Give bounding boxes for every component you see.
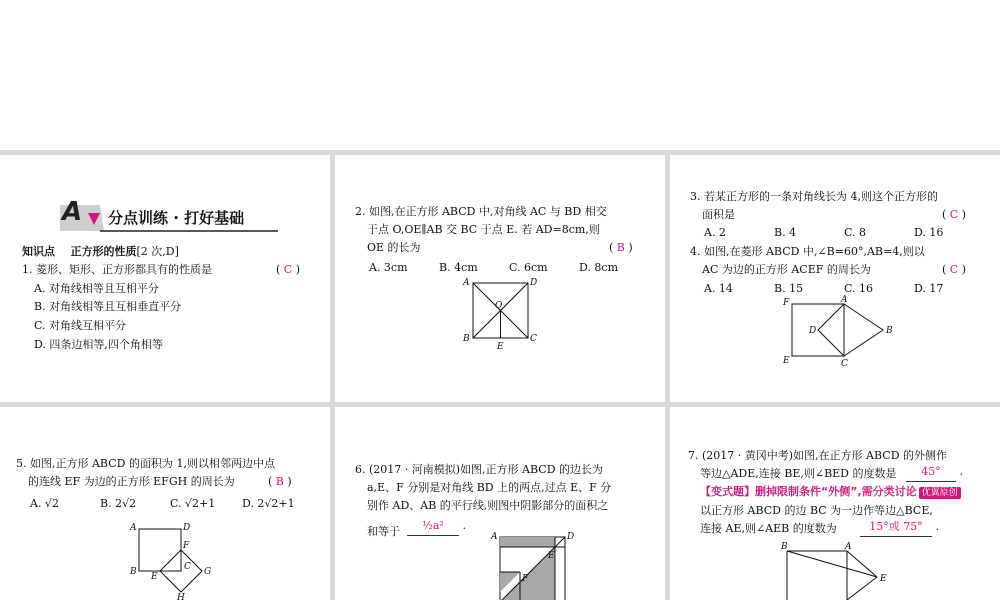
q1-option-b: B. 对角线相等且互相垂直平分 (34, 300, 182, 313)
q4-label-c: C (841, 359, 848, 369)
q2-figure (460, 277, 550, 352)
q4-answer: C (949, 263, 959, 276)
q4-label-e: E (783, 356, 790, 366)
q2-label-a: A (463, 278, 470, 288)
q2-label-b: B (463, 334, 470, 344)
q5-line-1: 5. 如图,正方形 ABCD 的面积为 1,则以相邻两边中点 (16, 457, 275, 470)
q6-line-1: 6. (2017 · 河南模拟)如图,正方形 ABCD 的边长为 (355, 463, 604, 476)
q5-answer: B (275, 475, 284, 488)
q7-figure (775, 539, 895, 600)
q2-line-1: 2. 如图,在正方形 ABCD 中,对角线 AC 与 BD 相交 (355, 205, 607, 218)
q7-answer: 45° (906, 463, 956, 482)
q6-label-e: E (548, 551, 555, 561)
section-letter: A (62, 197, 83, 227)
panel-q2 (335, 155, 665, 402)
q4-label-b: B (886, 326, 893, 336)
q5-label-b: B (130, 567, 137, 577)
knowledge-point-label: 知识点 (22, 245, 55, 258)
q4-option-d: D. 17 (914, 282, 944, 295)
q7-line-2: 等边△ADE,连接 BE,则∠BED 的度数是 (700, 467, 897, 480)
q5-label-e: E (151, 572, 158, 582)
q4-option-b: B. 15 (774, 282, 804, 295)
knowledge-point (22, 243, 179, 261)
q7-variant-line-2: 连接 AE,则∠AEB 的度数为 (700, 522, 837, 535)
q4-option-c: C. 16 (844, 282, 874, 295)
panel-q5 (0, 407, 330, 600)
q7-label-e: E (880, 574, 887, 584)
q1-stem: 1. 菱形、矩形、正方形都具有的性质是 (22, 263, 212, 276)
q4-answer-bracket: ( C ) (942, 263, 967, 276)
q2-line-2: 于点 O,OE∥AB 交 BC 于点 E. 若 AD=8cm,则 (367, 223, 600, 236)
q5-option-a: A. √2 (30, 497, 59, 510)
knowledge-point-name: 正方形的性质 (70, 245, 137, 258)
q7-variant-tag: 优翼原创 (919, 487, 961, 499)
q3-answer: C (949, 208, 959, 221)
q6-label-d: D (567, 532, 575, 542)
q7-variant (700, 483, 961, 501)
top-blank-area (0, 0, 1000, 150)
q6-figure (490, 529, 580, 600)
q6-answer-blank: ½a² . (407, 517, 466, 536)
q3-option-b: B. 4 (774, 226, 797, 239)
q7-variant-answer-blank: 15°或 75° . (860, 518, 939, 537)
q4-label-d: D (809, 326, 817, 336)
panel-q3-q4 (670, 155, 1000, 402)
q7-label-b: B (781, 542, 788, 552)
q2-answer-bracket: ( B ) (609, 241, 633, 254)
q3-answer-bracket: ( C ) (942, 208, 967, 221)
q4-label-f: F (783, 298, 790, 308)
panel-q6 (335, 407, 665, 600)
q4-option-a: A. 14 (704, 282, 733, 295)
q5-option-c: C. √2+1 (170, 497, 216, 510)
q2-option-a: A. 3cm (369, 261, 408, 274)
q5-label-a: A (130, 523, 137, 533)
q3-line-2: 面积是 (702, 208, 735, 221)
q4-line-2: AC 为边的正方形 ACEF 的周长为 (702, 263, 871, 276)
q6-label-f: F (522, 574, 529, 584)
q1-answer-bracket: ( C ) (276, 263, 301, 276)
section-banner (60, 197, 278, 233)
q6-answer: ½a² (407, 517, 459, 536)
q5-label-g: G (204, 567, 212, 577)
q1-answer: C (283, 263, 293, 276)
q5-option-b: B. 2√2 (100, 497, 137, 510)
q2-option-b: B. 4cm (439, 261, 478, 274)
q4-line-1: 4. 如图,在菱形 ABCD 中,∠B=60°,AB=4,则以 (690, 245, 925, 258)
q6-line-4: 和等于 (367, 525, 400, 538)
q2-label-d: D (530, 278, 538, 288)
q7-variant-label: 【变式题】删掉限制条件“外侧”,需分类讨论 (700, 485, 917, 498)
q5-label-c: C (184, 562, 191, 572)
q1-option-a: A. 对角线相等且互相平分 (34, 282, 159, 295)
q7-variant-line-1: 以正方形 ABCD 的边 BC 为一边作等边△BCE, (700, 504, 933, 517)
q6-line-3: 别作 AD、AB 的平行线,则图中阴影部分的面积之 (367, 499, 609, 512)
q2-option-c: C. 6cm (509, 261, 548, 274)
q3-line-1: 3. 若某正方形的一条对角线长为 4,则这个正方形的 (690, 190, 938, 203)
q7-line-1: 7. (2017 · 黄冈中考)如图,在正方形 ABCD 的外侧作 (688, 449, 948, 462)
panel-q1 (0, 155, 330, 402)
q1-option-c: C. 对角线互相平分 (34, 319, 127, 332)
q7-answer-blank: 45° . (906, 463, 963, 482)
q6-line-2: a,E、F 分别是对角线 BD 上的两点,过点 E、F 分 (367, 481, 612, 494)
q1-option-d: D. 四条边相等,四个角相等 (34, 338, 163, 351)
q4-figure (780, 295, 900, 370)
q3-option-d: D. 16 (914, 226, 944, 239)
knowledge-point-meta: [2 次,D] (136, 245, 179, 258)
q7-label-a: A (845, 542, 852, 552)
panel-q7 (670, 407, 1000, 600)
q2-label-c: C (530, 334, 537, 344)
q3-option-a: A. 2 (704, 226, 726, 239)
q5-answer-bracket: ( B ) (268, 475, 292, 488)
q6-label-a: A (491, 532, 498, 542)
section-title: 分点训练 · 打好基础 (108, 209, 245, 227)
q5-label-h: H (177, 593, 185, 600)
q4-label-a: A (841, 295, 848, 305)
q2-option-d: D. 8cm (579, 261, 619, 274)
q2-line-3: OE 的长为 (367, 241, 421, 254)
q5-option-d: D. 2√2+1 (242, 497, 295, 510)
q3-option-c: C. 8 (844, 226, 867, 239)
q5-line-2: 的连线 EF 为边的正方形 EFGH 的周长为 (28, 475, 235, 488)
q7-variant-answer: 15°或 75° (860, 518, 932, 537)
q5-figure (125, 521, 215, 600)
q2-answer: B (616, 241, 625, 254)
q5-label-d: D (183, 523, 191, 533)
q5-label-f: F (183, 541, 190, 551)
q2-label-o: O (495, 301, 503, 311)
q2-label-e: E (497, 342, 504, 352)
